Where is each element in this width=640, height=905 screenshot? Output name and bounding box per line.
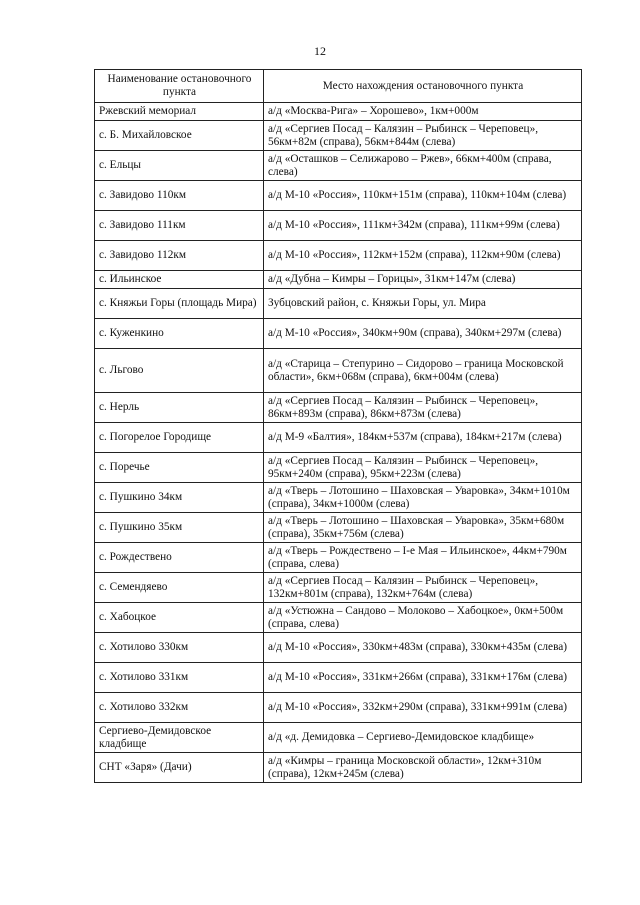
stop-name-cell: с. Хотилово 330км <box>95 633 264 663</box>
page-number: 12 <box>314 44 326 58</box>
table-row <box>95 289 582 319</box>
stop-location-cell: а/д «Кимры – граница Московской области», 12км+310м (справа), 12км+245м (слева) <box>264 753 582 783</box>
table-row <box>95 513 582 543</box>
stop-name-cell: с. Пушкино 34км <box>95 483 264 513</box>
stop-name-cell: Сергиево-Демидовское кладбище <box>95 723 264 753</box>
table-row <box>95 603 582 633</box>
stop-name-cell: с. Льгово <box>95 349 264 393</box>
table-row <box>95 211 582 241</box>
stop-location-cell: а/д «Сергиев Посад – Калязин – Рыбинск – Череповец», 132км+801м (справа), 132км+764м (слева) <box>264 573 582 603</box>
stop-name-cell: с. Хотилово 331км <box>95 663 264 693</box>
stop-location-cell: а/д «Тверь – Лотошино – Шаховская – Уваровка», 35км+680м (справа), 35км+756м (слева) <box>264 513 582 543</box>
table-header-row <box>95 70 582 103</box>
stop-location-cell: а/д «Сергиев Посад – Калязин – Рыбинск – Череповец», 56км+82м (справа), 56км+844м (слева) <box>264 121 582 151</box>
table-body <box>95 103 582 783</box>
stop-location-cell: а/д М-9 «Балтия», 184км+537м (справа), 184км+217м (слева) <box>264 423 582 453</box>
stop-name-cell: с. Завидово 111км <box>95 211 264 241</box>
stop-name-cell: с. Княжьи Горы (площадь Мира) <box>95 289 264 319</box>
stop-location-cell: а/д «Старица – Степурино – Сидорово – граница Московской области», 6км+068м (справа), 6км+004м (слева) <box>264 349 582 393</box>
table-row <box>95 181 582 211</box>
stop-location-cell: Зубцовский район, с. Княжьи Горы, ул. Мира <box>264 289 582 319</box>
table-row <box>95 349 582 393</box>
stop-location-cell: а/д «Сергиев Посад – Калязин – Рыбинск – Череповец», 86км+893м (справа), 86км+873м (слева) <box>264 393 582 423</box>
stop-name-cell: с. Семендяево <box>95 573 264 603</box>
table-row <box>95 753 582 783</box>
table-row <box>95 423 582 453</box>
table-row <box>95 393 582 423</box>
table-row <box>95 483 582 513</box>
stop-name-cell: с. Б. Михайловское <box>95 121 264 151</box>
table-row <box>95 453 582 483</box>
stop-name-cell: с. Погорелое Городище <box>95 423 264 453</box>
table-row <box>95 693 582 723</box>
table-row <box>95 151 582 181</box>
stop-location-cell: а/д «Сергиев Посад – Калязин – Рыбинск – Череповец», 95км+240м (справа), 95км+223м (слева) <box>264 453 582 483</box>
stop-name-cell: с. Рождествено <box>95 543 264 573</box>
stop-name-cell: СНТ «Заря» (Дачи) <box>95 753 264 783</box>
stop-name-cell: с. Поречье <box>95 453 264 483</box>
stop-location-cell: а/д М-10 «Россия», 110км+151м (справа), 110км+104м (слева) <box>264 181 582 211</box>
stop-location-cell: а/д «Осташков – Селижарово – Ржев», 66км+400м (справа, слева) <box>264 151 582 181</box>
stop-name-cell: с. Завидово 112км <box>95 241 264 271</box>
stop-name-cell: с. Завидово 110км <box>95 181 264 211</box>
stop-location-cell: а/д «Тверь – Рождествено – I-е Мая – Ильинское», 44км+790м (справа, слева) <box>264 543 582 573</box>
stop-location-cell: а/д М-10 «Россия», 330км+483м (справа), 330км+435м (слева) <box>264 633 582 663</box>
stop-location-cell: а/д «Дубна – Кимры – Горицы», 31км+147м (слева) <box>264 271 582 289</box>
stop-location-cell: а/д М-10 «Россия», 112км+152м (справа), 112км+90м (слева) <box>264 241 582 271</box>
table-row <box>95 633 582 663</box>
header-stop-name: Наименование остановочного пункта <box>95 70 264 103</box>
stop-location-cell: а/д «д. Демидовка – Сергиево-Демидовское кладбище» <box>264 723 582 753</box>
table-row <box>95 103 582 121</box>
stop-name-cell: Ржевский мемориал <box>95 103 264 121</box>
table-row <box>95 663 582 693</box>
table-row <box>95 271 582 289</box>
table-row <box>95 121 582 151</box>
stop-location-cell: а/д «Тверь – Лотошино – Шаховская – Уваровка», 34км+1010м (справа), 34км+1000м (слева) <box>264 483 582 513</box>
table-row <box>95 723 582 753</box>
stop-location-cell: а/д М-10 «Россия», 332км+290м (справа), 331км+991м (слева) <box>264 693 582 723</box>
stop-name-cell: с. Куженкино <box>95 319 264 349</box>
stop-name-cell: с. Ельцы <box>95 151 264 181</box>
table-row <box>95 319 582 349</box>
header-stop-location: Место нахождения остановочного пункта <box>264 70 582 103</box>
stop-location-cell: а/д М-10 «Россия», 331км+266м (справа), 331км+176м (слева) <box>264 663 582 693</box>
stop-location-cell: а/д «Устюжна – Сандово – Молоково – Хабоцкое», 0км+500м (справа, слева) <box>264 603 582 633</box>
stop-location-cell: а/д М-10 «Россия», 340км+90м (справа), 340км+297м (слева) <box>264 319 582 349</box>
stop-location-cell: а/д «Москва-Рига» – Хорошево», 1км+000м <box>264 103 582 121</box>
stop-name-cell: с. Пушкино 35км <box>95 513 264 543</box>
stops-table <box>94 69 582 783</box>
stop-name-cell: с. Хабоцкое <box>95 603 264 633</box>
stop-name-cell: с. Хотилово 332км <box>95 693 264 723</box>
stop-name-cell: с. Нерль <box>95 393 264 423</box>
table-row <box>95 543 582 573</box>
table-row <box>95 241 582 271</box>
stop-name-cell: с. Ильинское <box>95 271 264 289</box>
stop-location-cell: а/д М-10 «Россия», 111км+342м (справа), 111км+99м (слева) <box>264 211 582 241</box>
table-row <box>95 573 582 603</box>
